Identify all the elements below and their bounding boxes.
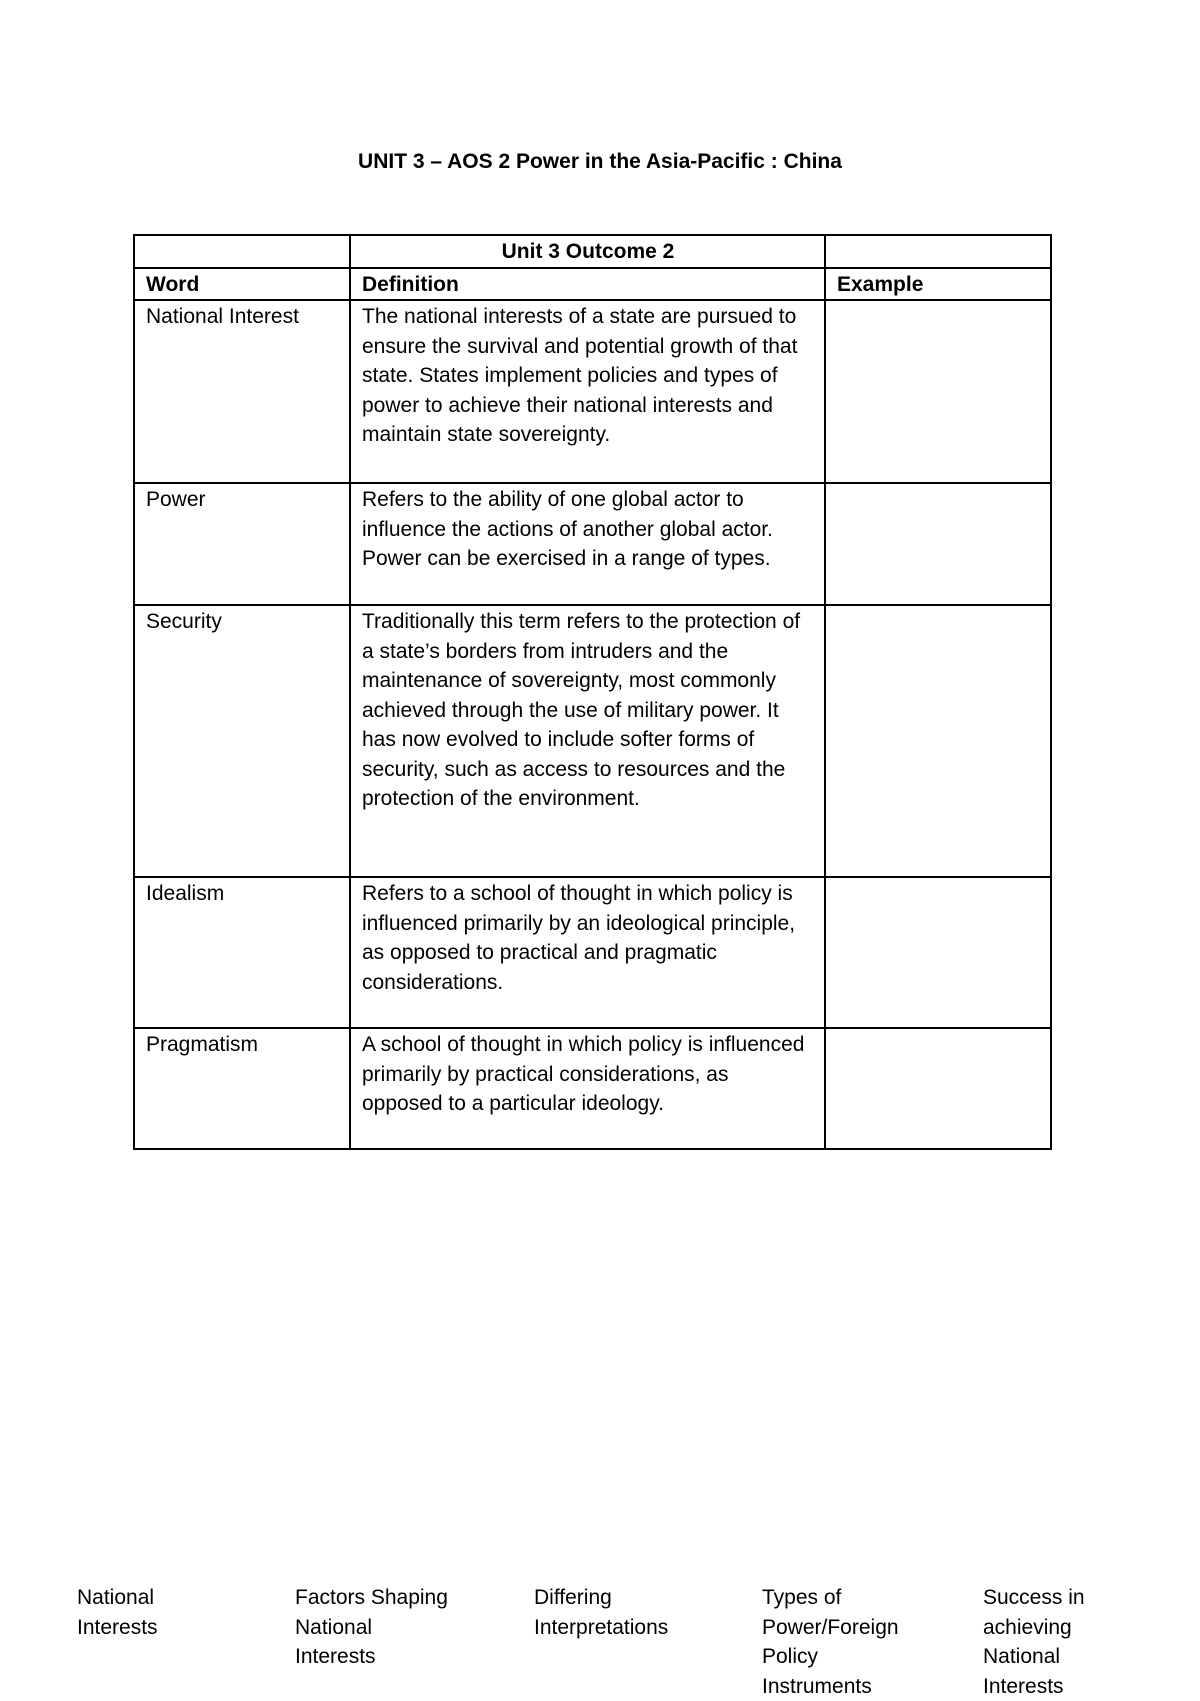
footer-line: Success in — [983, 1583, 1085, 1613]
footer-line: National — [983, 1642, 1085, 1672]
term-cell: Pragmatism — [134, 1028, 350, 1149]
footer-heading-national-interests — [77, 1583, 158, 1642]
table-caption: Unit 3 Outcome 2 — [350, 235, 825, 268]
example-cell[interactable] — [825, 1028, 1051, 1149]
table-caption-row — [134, 235, 1051, 268]
footer-line: Policy — [762, 1642, 899, 1672]
footer-heading-types-of-power — [762, 1583, 899, 1701]
caption-cell-empty — [825, 235, 1051, 268]
footer-line: Factors Shaping — [295, 1583, 448, 1613]
table-row — [134, 1028, 1051, 1149]
footer-line: Differing — [534, 1583, 668, 1613]
table-row — [134, 605, 1051, 877]
header-definition: Definition — [350, 268, 825, 301]
term-cell: Security — [134, 605, 350, 877]
example-cell[interactable] — [825, 877, 1051, 1028]
table-row — [134, 877, 1051, 1028]
footer-heading-factors-shaping — [295, 1583, 448, 1672]
page-title: UNIT 3 – AOS 2 Power in the Asia-Pacific : China — [0, 149, 1200, 175]
table-row — [134, 483, 1051, 605]
table-header-row — [134, 268, 1051, 301]
example-cell[interactable] — [825, 483, 1051, 605]
header-word: Word — [134, 268, 350, 301]
term-cell: Idealism — [134, 877, 350, 1028]
caption-cell-empty — [134, 235, 350, 268]
footer-line: National — [295, 1613, 448, 1643]
footer-line: achieving — [983, 1613, 1085, 1643]
table-row — [134, 300, 1051, 483]
footer-heading-differing-interpretations — [534, 1583, 668, 1642]
footer-line: Power/Foreign — [762, 1613, 899, 1643]
definition-cell: Refers to a school of thought in which policy is influenced primarily by an ideological principle, as opposed to practical and pragmatic considerations. — [350, 877, 825, 1028]
example-cell[interactable] — [825, 605, 1051, 877]
footer-line: Interests — [295, 1642, 448, 1672]
example-cell[interactable] — [825, 300, 1051, 483]
footer-line: Types of — [762, 1583, 899, 1613]
definition-cell: Refers to the ability of one global actor to influence the actions of another global actor. Power can be exercised in a range of types. — [350, 483, 825, 605]
vocabulary-table — [133, 234, 1052, 1150]
definition-cell: A school of thought in which policy is influenced primarily by practical considerations, as opposed to a particular ideology. — [350, 1028, 825, 1149]
footer-heading-success — [983, 1583, 1085, 1701]
footer-line: Interpretations — [534, 1613, 668, 1643]
definition-cell: Traditionally this term refers to the protection of a state’s borders from intruders and the maintenance of sovereignty, most commonly achieved through the use of military power. It has now evolved to include softer forms of security, such as access to resources and the protection of the environment. — [350, 605, 825, 877]
term-cell: Power — [134, 483, 350, 605]
footer-line: Interests — [77, 1613, 158, 1643]
term-cell: National Interest — [134, 300, 350, 483]
footer-line: Interests — [983, 1672, 1085, 1701]
footer-line: National — [77, 1583, 158, 1613]
definition-cell: The national interests of a state are pursued to ensure the survival and potential growth of that state. States implement policies and types of power to achieve their national interests and maintain state sovereignty. — [350, 300, 825, 483]
footer-line: Instruments — [762, 1672, 899, 1701]
header-example: Example — [825, 268, 1051, 301]
